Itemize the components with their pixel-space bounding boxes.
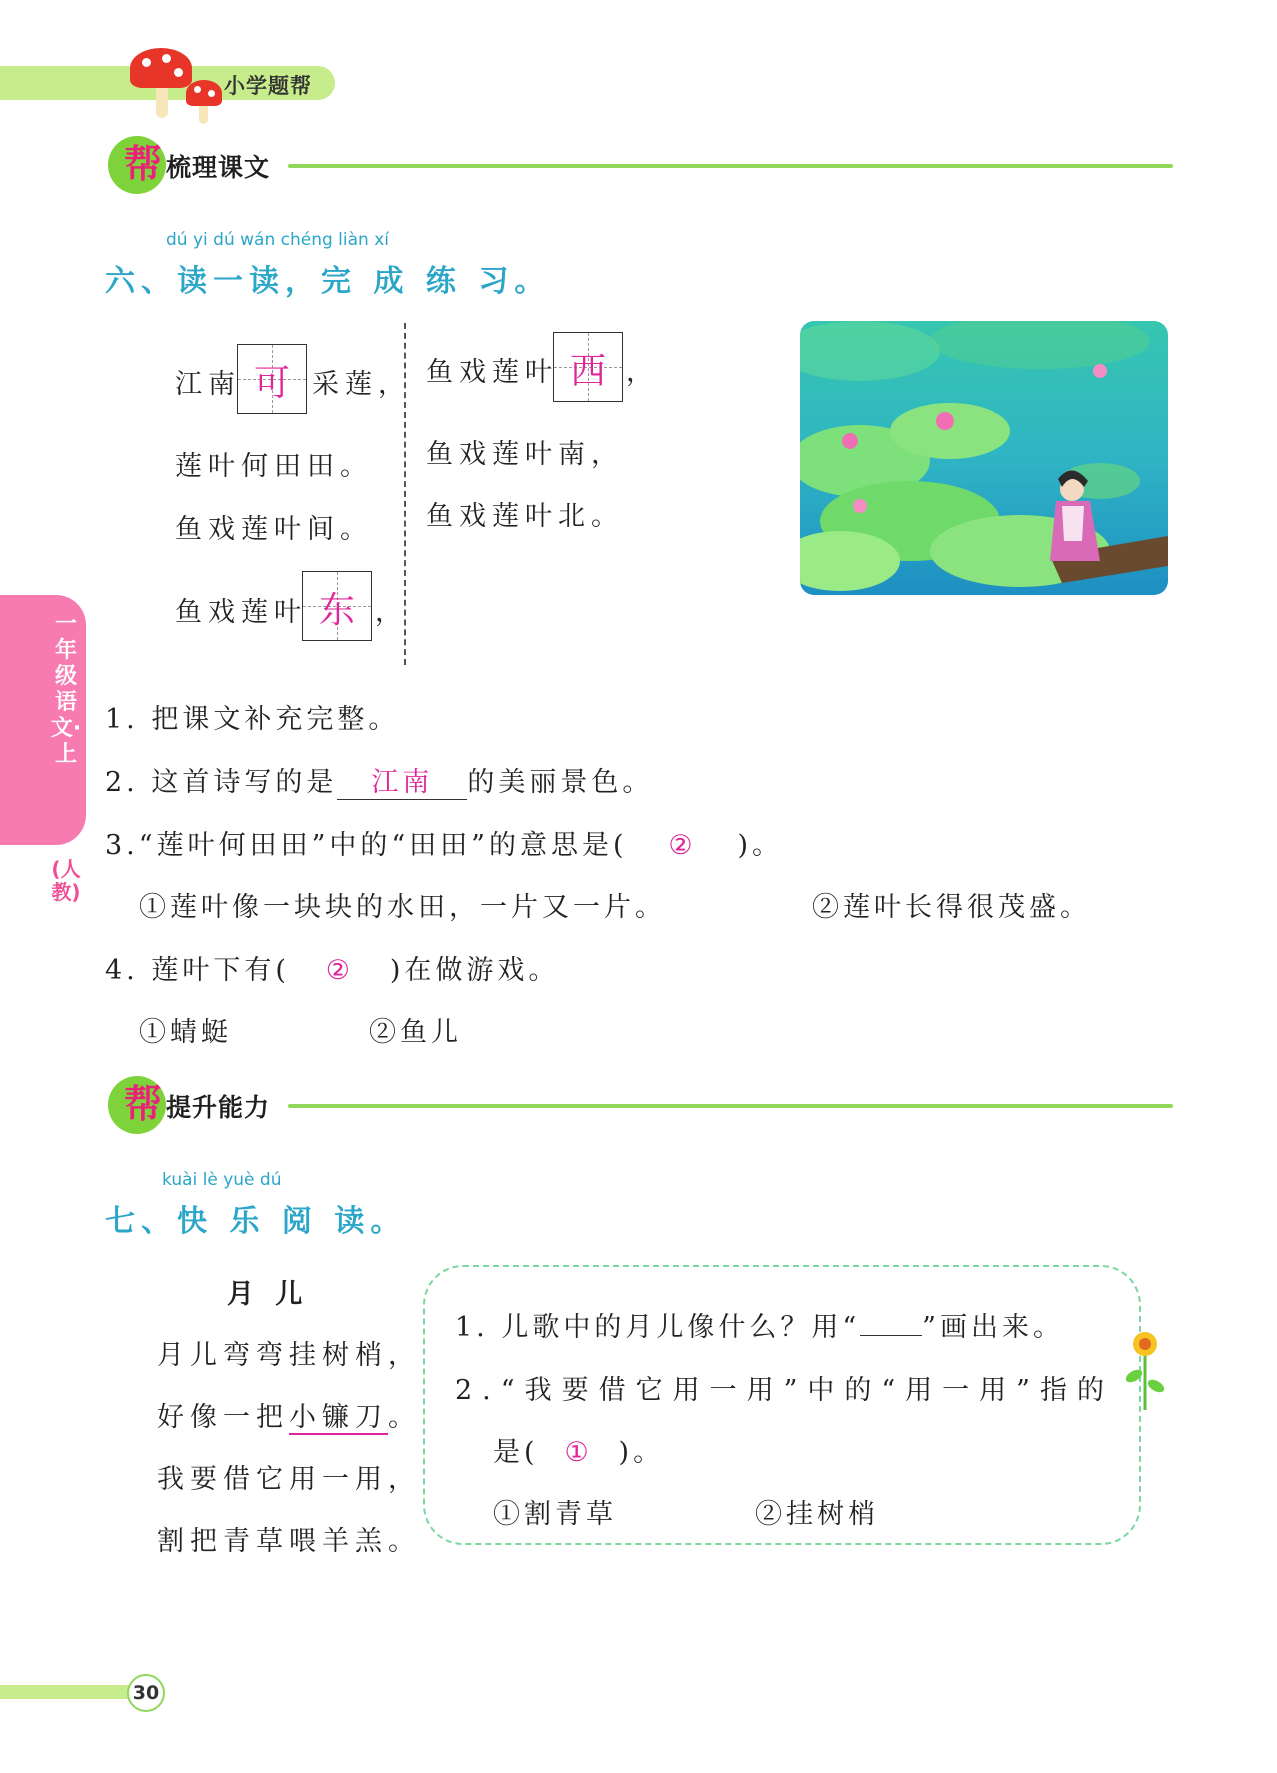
q6-question-3-option-2: ②莲叶长得很茂盛。 <box>812 892 1091 923</box>
q6-question-1: 1. 把课文补充完整。 <box>105 704 400 735</box>
q6-pinyin: dú yi dú wán chéng liàn xí <box>166 230 390 250</box>
poem-line-1-post: 采莲， <box>312 369 411 400</box>
q6-question-2-blank[interactable] <box>337 760 467 800</box>
q6-question-2 <box>105 760 653 800</box>
q6-question-4-post: )在做游戏。 <box>389 955 560 986</box>
poem-right-line-2: 鱼戏莲叶南， <box>426 439 624 470</box>
q6-question-4 <box>105 948 559 987</box>
q7-question-1-post: ”画出来。 <box>922 1312 1064 1343</box>
q6-question-3 <box>105 823 783 862</box>
q7-question-1 <box>455 1305 1064 1344</box>
section-badge-text: 帮 <box>124 1082 163 1126</box>
grade-side-tab-text: 一年级语文·上 <box>50 612 82 767</box>
brand-title: 小学题帮 <box>224 74 312 98</box>
moon-poem-line-2-post: 。 <box>388 1402 421 1433</box>
section-badge-text: 帮 <box>124 142 163 186</box>
poem-right-line-1-pre: 鱼戏莲叶 <box>426 357 558 388</box>
moon-poem-line-1: 月儿弯弯挂树梢， <box>157 1340 421 1371</box>
moon-poem-line-3: 我要借它用一用， <box>157 1464 421 1495</box>
q6-question-4-answer[interactable]: ② <box>325 955 354 986</box>
page-number: 30 <box>127 1674 165 1712</box>
mushroom-logo-icon <box>128 44 228 124</box>
moon-poem-line-2 <box>157 1395 421 1434</box>
moon-poem-underlined-answer[interactable]: 小镰刀 <box>289 1402 388 1433</box>
q6-question-2-pre: 2. 这首诗写的是 <box>105 767 338 798</box>
q7-heading: 七、快 乐 阅 读。 <box>105 1204 407 1239</box>
q6-question-3-answer[interactable]: ② <box>668 830 697 861</box>
section-divider <box>288 164 1173 168</box>
poem-right-line-1-post: ， <box>626 357 659 388</box>
q7-question-2-answer[interactable]: ① <box>564 1437 593 1468</box>
moon-poem-line-4: 割把青草喂羊羔。 <box>157 1526 421 1557</box>
section-label: 梳理课文 <box>166 153 271 182</box>
q7-pinyin: kuài lè yuè dú <box>162 1170 282 1190</box>
answer-box-1-text: 可 <box>253 363 290 404</box>
section-divider <box>288 1104 1173 1108</box>
q7-question-2-line-1: 2.“我要借它用一用”中的“用一用”指的 <box>455 1375 1114 1406</box>
edition-label: (人教) <box>51 857 81 904</box>
q7-question-2-option-1: ①割青草 <box>493 1499 617 1530</box>
q6-question-4-option-2: ②鱼儿 <box>369 1017 462 1048</box>
answer-box-3[interactable] <box>553 332 623 402</box>
poem-line-2: 莲叶何田田。 <box>175 451 373 482</box>
section-header-review <box>108 136 1173 196</box>
q6-question-3-option-1: ①莲叶像一块块的水田，一片又一片。 <box>139 892 666 923</box>
sunflower-icon <box>1125 1330 1165 1410</box>
q7-question-2-pre: 是( <box>493 1437 539 1468</box>
moon-poem-line-2-pre: 好像一把 <box>157 1402 289 1433</box>
poem-line-4-pre: 鱼戏莲叶 <box>175 597 307 628</box>
q7-question-2-option-2: ②挂树梢 <box>755 1499 879 1530</box>
q6-question-4-pre: 4. 莲叶下有( <box>105 955 290 986</box>
q6-question-2-post: 的美丽景色。 <box>467 767 654 798</box>
lotus-pond-illustration <box>800 321 1168 595</box>
answer-box-1[interactable] <box>237 344 307 414</box>
answer-box-2[interactable] <box>302 571 372 641</box>
q6-question-4-option-1: ①蜻蜓 <box>139 1017 232 1048</box>
section-label: 提升能力 <box>166 1093 271 1122</box>
q7-question-2-line-2 <box>493 1430 664 1469</box>
answer-box-2-text: 东 <box>318 590 355 631</box>
poem-line-3: 鱼戏莲叶间。 <box>175 514 373 545</box>
q7-question-1-pre: 1. 儿歌中的月儿像什么？用“ <box>455 1312 861 1343</box>
poem-line-1-pre: 江南 <box>175 369 241 400</box>
q6-question-2-answer: 江南 <box>371 767 434 798</box>
q6-question-3-pre: 3.“莲叶何田田”中的“田田”的意思是( <box>105 830 628 861</box>
q6-question-3-post: )。 <box>737 830 784 861</box>
q7-question-1-line-sample <box>860 1335 922 1336</box>
section-header-improve <box>108 1076 1173 1136</box>
poem-line-4-post: ， <box>375 597 408 628</box>
answer-box-3-text: 西 <box>569 351 606 392</box>
poem-right-line-3: 鱼戏莲叶北。 <box>426 501 624 532</box>
footer-band <box>0 1685 140 1699</box>
q7-question-2-post: )。 <box>618 1437 665 1468</box>
poem-column-divider <box>404 323 406 665</box>
moon-poem-title: 月 儿 <box>227 1279 309 1310</box>
q6-heading: 六、读一读，完 成 练 习。 <box>105 264 551 299</box>
